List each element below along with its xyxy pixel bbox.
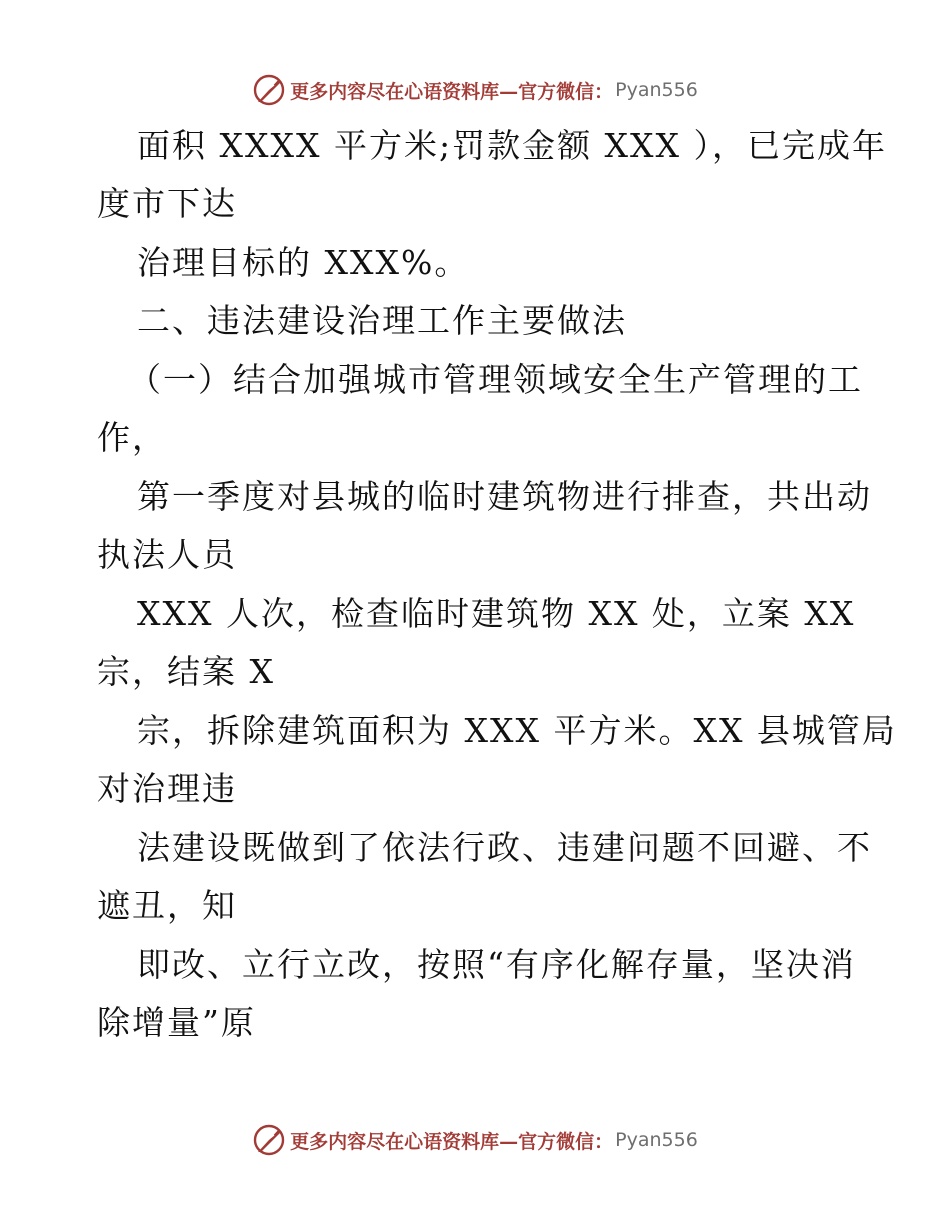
text-line: 第一季度对县城的临时建筑物进行排查，共出动	[137, 477, 872, 516]
text-line: 执法人员	[97, 535, 237, 574]
quill-pen-logo-icon	[252, 1123, 286, 1157]
text-line: 宗，拆除建筑面积为 XXX 平方米。XX 县城管局	[137, 711, 897, 750]
banner-title: 更多内容尽在心语资料库—官方微信：	[290, 1130, 614, 1153]
subsection-heading: （一）结合加强城市管理领域安全生产管理的工	[128, 360, 863, 399]
text-line: 作，	[97, 418, 167, 457]
text-line: 遮丑，知	[97, 886, 237, 925]
text-line: 宗，结案 X	[97, 652, 275, 691]
text-line: 治理目标的 XXX%。	[137, 243, 470, 282]
banner-wechat-id: Pyan556	[615, 79, 698, 101]
banner-wechat-id: Pyan556	[615, 1129, 698, 1151]
banner-title: 更多内容尽在心语资料库—官方微信：	[290, 80, 614, 103]
footer-banner	[0, 1120, 950, 1160]
text-line: 面积 XXXX 平方米;罚款金额 XXX ），已完成年	[137, 126, 888, 165]
section-heading: 二、违法建设治理工作主要做法	[137, 301, 627, 340]
text-line: 度市下达	[97, 184, 237, 223]
text-line: 除增量”原	[97, 1003, 256, 1042]
text-line: XXX 人次，检查临时建筑物 XX 处，立案 XX	[137, 594, 856, 633]
text-line: 法建设既做到了依法行政、违建问题不回避、不	[137, 828, 872, 867]
text-line: 对治理违	[97, 769, 237, 808]
text-line: 即改、立行立改，按照“有序化解存量，坚决消	[137, 945, 856, 984]
